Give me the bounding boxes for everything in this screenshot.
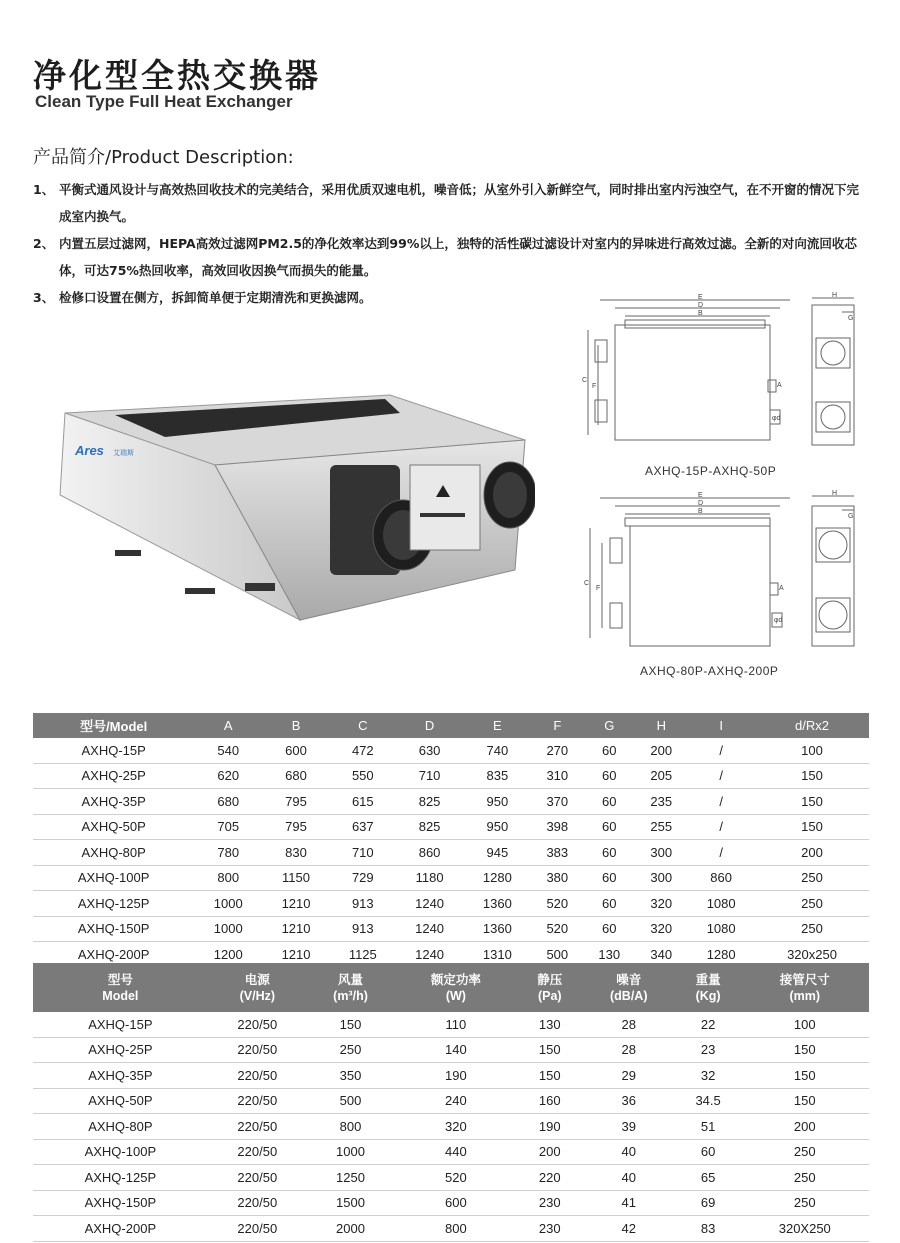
table-cell: 51: [676, 1114, 741, 1140]
table-cell: 220/50: [208, 1139, 307, 1165]
column-header: B: [262, 713, 330, 738]
table-row: [33, 1088, 869, 1114]
svg-text:E: E: [698, 294, 703, 301]
table-cell: 472: [330, 738, 396, 763]
model-cell: AXHQ-200P: [33, 1216, 208, 1242]
table-cell: 300: [635, 840, 687, 866]
column-header: [208, 963, 307, 1012]
table-cell: 150: [741, 1088, 869, 1114]
table-cell: 69: [676, 1190, 741, 1216]
model-cell: AXHQ-80P: [33, 1114, 208, 1140]
header-zh: 额定功率: [430, 972, 481, 987]
table-cell: /: [687, 738, 755, 763]
table-cell: 300: [635, 865, 687, 891]
item-text: 检修口设置在侧方，拆卸简单便于定期清洗和更换滤网。: [59, 290, 372, 305]
table-cell: 39: [582, 1114, 676, 1140]
table-row: [33, 763, 869, 789]
dimension-drawing-small: [580, 290, 870, 460]
table-cell: 1250: [307, 1165, 394, 1191]
column-header: 型号/Model: [33, 713, 194, 738]
table-cell: 130: [583, 942, 635, 968]
column-header: G: [583, 713, 635, 738]
table-cell: 795: [262, 814, 330, 840]
table-cell: 200: [635, 738, 687, 763]
table-cell: 1000: [307, 1139, 394, 1165]
table-row: [33, 738, 869, 763]
table-cell: 150: [518, 1063, 582, 1089]
model-cell: AXHQ-35P: [33, 789, 194, 815]
table-cell: 705: [194, 814, 262, 840]
table-row: [33, 840, 869, 866]
table-cell: 1280: [463, 865, 531, 891]
table-cell: 190: [394, 1063, 518, 1089]
table-cell: 40: [582, 1139, 676, 1165]
table-cell: 780: [194, 840, 262, 866]
page-subtitle: Clean Type Full Heat Exchanger: [35, 92, 293, 111]
svg-text:D: D: [698, 302, 704, 309]
table-cell: 41: [582, 1190, 676, 1216]
spec-table: [33, 963, 869, 1242]
model-cell: AXHQ-25P: [33, 1037, 208, 1063]
table-cell: 370: [531, 789, 583, 815]
svg-text:B: B: [698, 310, 703, 317]
table-cell: 1280: [687, 942, 755, 968]
table-cell: 83: [676, 1216, 741, 1242]
table-cell: 150: [755, 814, 869, 840]
table-cell: 710: [396, 763, 464, 789]
table-cell: 740: [463, 738, 531, 763]
model-cell: AXHQ-15P: [33, 738, 194, 763]
table-cell: 100: [755, 738, 869, 763]
table-cell: 340: [635, 942, 687, 968]
table-row: [33, 1012, 869, 1037]
table-cell: 1000: [194, 916, 262, 942]
table-cell: 680: [194, 789, 262, 815]
table-cell: 190: [518, 1114, 582, 1140]
table-cell: 1360: [463, 891, 531, 917]
model-cell: AXHQ-150P: [33, 916, 194, 942]
table-cell: 913: [330, 891, 396, 917]
column-header: [518, 963, 582, 1012]
table-cell: 220/50: [208, 1088, 307, 1114]
table-row: [33, 1037, 869, 1063]
table-cell: 28: [582, 1037, 676, 1063]
table-cell: 1240: [396, 942, 464, 968]
svg-text:C: C: [584, 580, 590, 587]
table-cell: 945: [463, 840, 531, 866]
table-cell: 800: [194, 865, 262, 891]
dimension-drawing-large: [580, 488, 870, 663]
model-cell: AXHQ-50P: [33, 814, 194, 840]
table-cell: 1240: [396, 916, 464, 942]
header-zh: 型号: [107, 972, 133, 987]
column-header: d/Rx2: [755, 713, 869, 738]
table-header-row: [33, 963, 869, 1012]
svg-text:A: A: [777, 382, 782, 389]
product-image: [55, 385, 535, 625]
header-zh: 噪音: [616, 972, 642, 987]
column-header: A: [194, 713, 262, 738]
table-cell: 60: [583, 814, 635, 840]
table-cell: 600: [262, 738, 330, 763]
model-cell: AXHQ-35P: [33, 1063, 208, 1089]
table-cell: 500: [531, 942, 583, 968]
table-cell: 150: [741, 1063, 869, 1089]
table-cell: 800: [307, 1114, 394, 1140]
table-cell: 150: [741, 1037, 869, 1063]
svg-text:H: H: [832, 490, 838, 497]
column-header: I: [687, 713, 755, 738]
header-en: (m³/h): [333, 988, 368, 1003]
table-cell: 230: [518, 1190, 582, 1216]
table-cell: 630: [396, 738, 464, 763]
model-cell: AXHQ-25P: [33, 763, 194, 789]
table-cell: 2000: [307, 1216, 394, 1242]
model-cell: AXHQ-100P: [33, 1139, 208, 1165]
column-header: [741, 963, 869, 1012]
table-row: [33, 1165, 869, 1191]
table-cell: /: [687, 840, 755, 866]
table-cell: 1210: [262, 916, 330, 942]
svg-text:F: F: [592, 383, 597, 390]
header-zh: 静压: [537, 972, 563, 987]
header-en: (Pa): [537, 988, 562, 1003]
table-cell: 34.5: [676, 1088, 741, 1114]
table-cell: 500: [307, 1088, 394, 1114]
table-cell: 860: [687, 865, 755, 891]
table-cell: 220/50: [208, 1063, 307, 1089]
table-cell: 600: [394, 1190, 518, 1216]
table-cell: 825: [396, 789, 464, 815]
svg-text:Ares: Ares: [75, 443, 104, 458]
item-text: 内置五层过滤网，HEPA高效过滤网PM2.5的净化效率达到99%以上，独特的活性碳过滤设计对室内的异味进行高效过滤。全新的对向流回收芯体，可达75%热回收率，高效回收因换气而损失的能量。: [59, 236, 857, 278]
column-header: H: [635, 713, 687, 738]
table-row: [33, 1114, 869, 1140]
svg-text:A: A: [779, 585, 784, 592]
table-cell: 220/50: [208, 1114, 307, 1140]
table-cell: 220/50: [208, 1216, 307, 1242]
table-row: [33, 1190, 869, 1216]
table-cell: 620: [194, 763, 262, 789]
column-header: [307, 963, 394, 1012]
table-cell: 795: [262, 789, 330, 815]
table-cell: 160: [518, 1088, 582, 1114]
table-cell: 320: [635, 891, 687, 917]
table-cell: 250: [741, 1190, 869, 1216]
svg-text:D: D: [698, 500, 704, 507]
table-row: [33, 1063, 869, 1089]
svg-text:φd: φd: [774, 617, 783, 624]
item-number: 3、: [33, 290, 55, 305]
table-cell: 1125: [330, 942, 396, 968]
table-cell: 28: [582, 1012, 676, 1037]
column-header: [33, 963, 208, 1012]
drawing-label: AXHQ-80P-AXHQ-200P: [640, 664, 779, 678]
table-cell: 550: [330, 763, 396, 789]
header-zh: 风量: [338, 972, 364, 987]
table-cell: 250: [755, 865, 869, 891]
header-en: (mm): [789, 988, 821, 1003]
table-cell: 60: [583, 916, 635, 942]
table-cell: 60: [583, 891, 635, 917]
table-cell: 110: [394, 1012, 518, 1037]
page-title: 净化型全热交换器: [33, 56, 321, 95]
table-cell: 830: [262, 840, 330, 866]
table-cell: 320: [394, 1114, 518, 1140]
table-cell: 913: [330, 916, 396, 942]
table-cell: 835: [463, 763, 531, 789]
header-en: (V/Hz): [239, 988, 276, 1003]
table-cell: 230: [518, 1216, 582, 1242]
model-cell: AXHQ-200P: [33, 942, 194, 968]
table-cell: 200: [755, 840, 869, 866]
table-cell: 1240: [396, 891, 464, 917]
dimension-table: [33, 713, 869, 968]
table-cell: 60: [583, 840, 635, 866]
description-item: [33, 230, 868, 284]
table-cell: 1360: [463, 916, 531, 942]
table-cell: 60: [676, 1139, 741, 1165]
table-cell: 380: [531, 865, 583, 891]
table-cell: /: [687, 763, 755, 789]
table-cell: 800: [394, 1216, 518, 1242]
table-cell: 320: [635, 916, 687, 942]
table-cell: 320x250: [755, 942, 869, 968]
table-cell: 60: [583, 865, 635, 891]
table-cell: 440: [394, 1139, 518, 1165]
table-cell: 65: [676, 1165, 741, 1191]
column-header: [394, 963, 518, 1012]
table-cell: 250: [755, 891, 869, 917]
table-cell: 1080: [687, 916, 755, 942]
table-cell: 1000: [194, 891, 262, 917]
svg-text:B: B: [698, 508, 703, 515]
table-cell: 240: [394, 1088, 518, 1114]
header-en: Model: [102, 988, 139, 1003]
table-cell: 398: [531, 814, 583, 840]
table-cell: 680: [262, 763, 330, 789]
table-cell: 540: [194, 738, 262, 763]
table-cell: 100: [741, 1012, 869, 1037]
description-item: [33, 176, 868, 230]
table-cell: 140: [394, 1037, 518, 1063]
model-cell: AXHQ-100P: [33, 865, 194, 891]
table-cell: /: [687, 814, 755, 840]
header-en: (dB/A): [610, 988, 648, 1003]
header-zh: 重量: [695, 972, 721, 987]
model-cell: AXHQ-125P: [33, 891, 194, 917]
table-cell: 29: [582, 1063, 676, 1089]
table-cell: 235: [635, 789, 687, 815]
column-header: E: [463, 713, 531, 738]
table-cell: 250: [741, 1139, 869, 1165]
table-cell: 729: [330, 865, 396, 891]
table-cell: 150: [755, 763, 869, 789]
svg-text:艾瑞斯: 艾瑞斯: [113, 449, 134, 457]
table-cell: 710: [330, 840, 396, 866]
table-cell: 1150: [262, 865, 330, 891]
table-cell: 42: [582, 1216, 676, 1242]
table-cell: 32: [676, 1063, 741, 1089]
table-cell: 250: [307, 1037, 394, 1063]
table-cell: 36: [582, 1088, 676, 1114]
table-cell: 950: [463, 789, 531, 815]
table-cell: 825: [396, 814, 464, 840]
table-cell: 220/50: [208, 1012, 307, 1037]
table-cell: 270: [531, 738, 583, 763]
svg-text:F: F: [596, 585, 601, 592]
table-cell: 220: [518, 1165, 582, 1191]
table-cell: 615: [330, 789, 396, 815]
table-cell: 220/50: [208, 1037, 307, 1063]
table-cell: 520: [531, 916, 583, 942]
header-en: (Kg): [695, 988, 721, 1003]
table-row: [33, 789, 869, 815]
table-cell: 520: [531, 891, 583, 917]
section-title: 产品简介/Product Description:: [33, 147, 294, 168]
table-cell: 60: [583, 763, 635, 789]
table-cell: 150: [307, 1012, 394, 1037]
table-cell: 220/50: [208, 1165, 307, 1191]
item-number: 2、: [33, 236, 55, 251]
table-row: [33, 916, 869, 942]
table-row: [33, 891, 869, 917]
table-cell: 320X250: [741, 1216, 869, 1242]
table-cell: 60: [583, 789, 635, 815]
table-cell: 1200: [194, 942, 262, 968]
model-cell: AXHQ-50P: [33, 1088, 208, 1114]
table-cell: 150: [518, 1037, 582, 1063]
header-en: (W): [445, 988, 466, 1003]
svg-text:C: C: [582, 377, 588, 384]
table-row: [33, 814, 869, 840]
table-cell: 205: [635, 763, 687, 789]
column-header: C: [330, 713, 396, 738]
table-header-row: [33, 713, 869, 738]
svg-text:G: G: [848, 513, 854, 520]
table-cell: 250: [755, 916, 869, 942]
column-header: F: [531, 713, 583, 738]
table-cell: 350: [307, 1063, 394, 1089]
table-row: [33, 1216, 869, 1242]
table-cell: 40: [582, 1165, 676, 1191]
table-cell: 1180: [396, 865, 464, 891]
svg-text:E: E: [698, 492, 703, 499]
table-cell: 220/50: [208, 1190, 307, 1216]
model-cell: AXHQ-80P: [33, 840, 194, 866]
svg-text:G: G: [848, 315, 854, 322]
model-cell: AXHQ-15P: [33, 1012, 208, 1037]
drawing-label: AXHQ-15P-AXHQ-50P: [645, 464, 777, 478]
table-cell: 150: [755, 789, 869, 815]
table-cell: 383: [531, 840, 583, 866]
svg-text:φd: φd: [772, 415, 781, 422]
table-cell: 200: [518, 1139, 582, 1165]
table-cell: 860: [396, 840, 464, 866]
table-cell: 255: [635, 814, 687, 840]
table-cell: 1500: [307, 1190, 394, 1216]
table-cell: 950: [463, 814, 531, 840]
table-cell: 23: [676, 1037, 741, 1063]
table-cell: 310: [531, 763, 583, 789]
table-cell: /: [687, 789, 755, 815]
column-header: D: [396, 713, 464, 738]
table-row: [33, 865, 869, 891]
table-cell: 130: [518, 1012, 582, 1037]
item-text: 平衡式通风设计与高效热回收技术的完美结合，采用优质双速电机，噪音低；从室外引入新鲜空气，同时排出室内污浊空气，在不开窗的情况下完成室内换气。: [59, 182, 860, 224]
table-cell: 520: [394, 1165, 518, 1191]
header-zh: 电源: [244, 972, 270, 987]
table-cell: 200: [741, 1114, 869, 1140]
table-cell: 1080: [687, 891, 755, 917]
table-cell: 637: [330, 814, 396, 840]
column-header: [676, 963, 741, 1012]
model-cell: AXHQ-150P: [33, 1190, 208, 1216]
column-header: [582, 963, 676, 1012]
header-zh: 接管尺寸: [779, 972, 830, 987]
model-cell: AXHQ-125P: [33, 1165, 208, 1191]
table-cell: 1210: [262, 942, 330, 968]
table-cell: 1310: [463, 942, 531, 968]
table-row: [33, 1139, 869, 1165]
table-cell: 22: [676, 1012, 741, 1037]
item-number: 1、: [33, 182, 55, 197]
svg-text:H: H: [832, 292, 838, 299]
table-cell: 250: [741, 1165, 869, 1191]
table-cell: 60: [583, 738, 635, 763]
table-cell: 1210: [262, 891, 330, 917]
